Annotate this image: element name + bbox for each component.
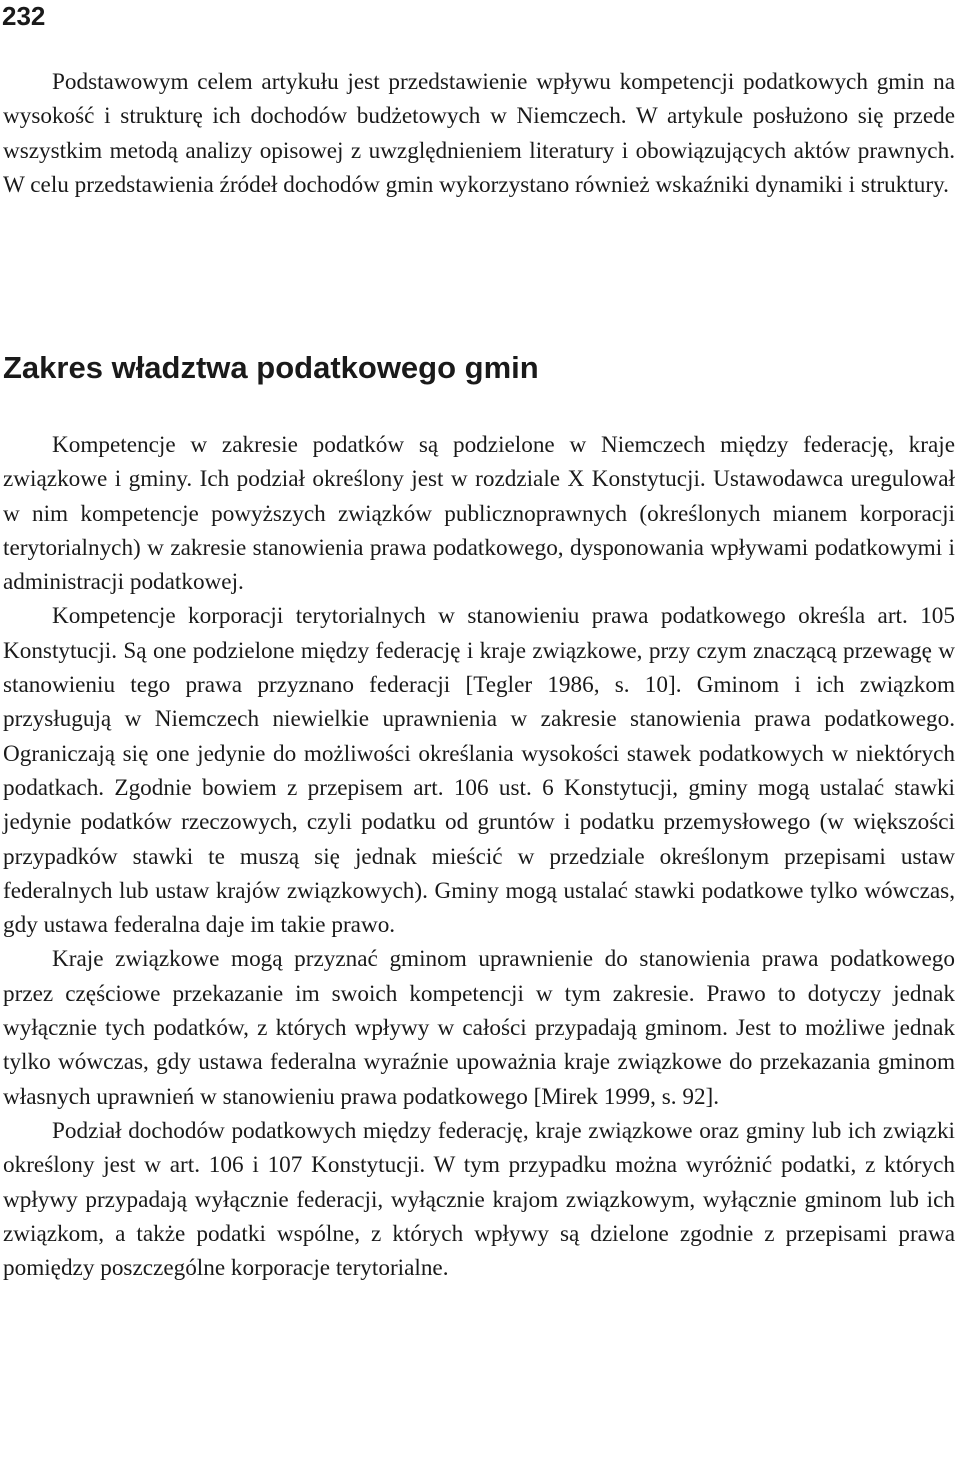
section-body [3,428,955,1285]
section-paragraph-2: Kompetencje korporacji terytorialnych w stanowieniu prawa podatkowego określa art. 105 Konstytucji. Są one podzielone między federację i kraje związkowe, przy czym znaczącą przewagę w stanowieniu tego prawa przyznano federacji [Tegler 1986, s. 10]. Gminom i ich związkom przysługują w Niemczech niewielkie uprawnienia w zakresie stanowienia prawa podatkowego. Ograniczają się one jedynie do możliwości określania wysokości stawek podatkowych w niektórych podatkach. Zgodnie bowiem z przepisem art. 106 ust. 6 Konstytucji, gminy mogą ustalać stawki jedynie podatków rzeczowych, czyli podatku od gruntów i podatku przemysłowego (w większości przypadków stawki te muszą się jednak mieścić w przedziale określonym przepisami ustaw federalnych lub ustaw krajów związkowych). Gminy mogą ustalać stawki podatkowe tylko wówczas, gdy ustawa federalna daje im takie prawo. [3,603,955,939]
section-paragraph-1: Kompetencje w zakresie podatków są podzielone w Niemczech między federację, kraje związkowe i gminy. Ich podział określony jest w rozdziale X Konstytucji. Ustawodawca uregulował w nim kompetencje powyższych związków publicznoprawnych (określonych mianem korporacji terytorialnych) w zakresie stanowienia prawa podatkowego, dysponowania wpływami podatkowymi i administracji podatkowej. [3,432,955,596]
page-number: 232 [2,1,46,31]
intro-paragraph: Podstawowym celem artykułu jest przedstawienie wpływu kompetencji podatkowych gmin na wysokość i strukturę ich dochodów budżetowych w Niemczech. W artykule posłużono się przede wszystkim metodą analizy opisowej z uwzględnieniem literatury i obowiązujących aktów prawnych. W celu przedstawienia źródeł dochodów gmin wykorzystano również wskaźniki dynamiki i struktury. [3,69,955,198]
section-paragraph-4: Podział dochodów podatkowych między federację, kraje związkowe oraz gminy lub ich związki określony jest w art. 106 i 107 Konstytucji. W tym przypadku można wyróżnić podatki, z których wpływy przypadają wyłącznie federacji, wyłącznie krajom związkowym, wyłącznie gminom lub ich związkom, a także podatki wspólne, z których wpływy są dzielone zgodnie z przepisami prawa pomiędzy poszczególne korporacje terytorialne. [3,1117,955,1282]
section-heading: Zakres władztwa podatkowego gmin [3,350,539,385]
section-paragraph-3: Kraje związkowe mogą przyznać gminom uprawnienie do stanowienia prawa podatkowego przez częściowe przekazanie im swoich kompetencji w tym zakresie. Prawo to dotyczy jednak wyłącznie tych podatków, z których wpływy w całości przypadają gminom. Jest to możliwe jednak tylko wówczas, gdy ustawa federalna wyraźnie upoważnia kraje związkowe do przekazania gminom własnych uprawnień w stanowieniu prawa podatkowego [Mirek 1999, s. 92]. [3,946,955,1110]
intro-block [3,65,955,202]
